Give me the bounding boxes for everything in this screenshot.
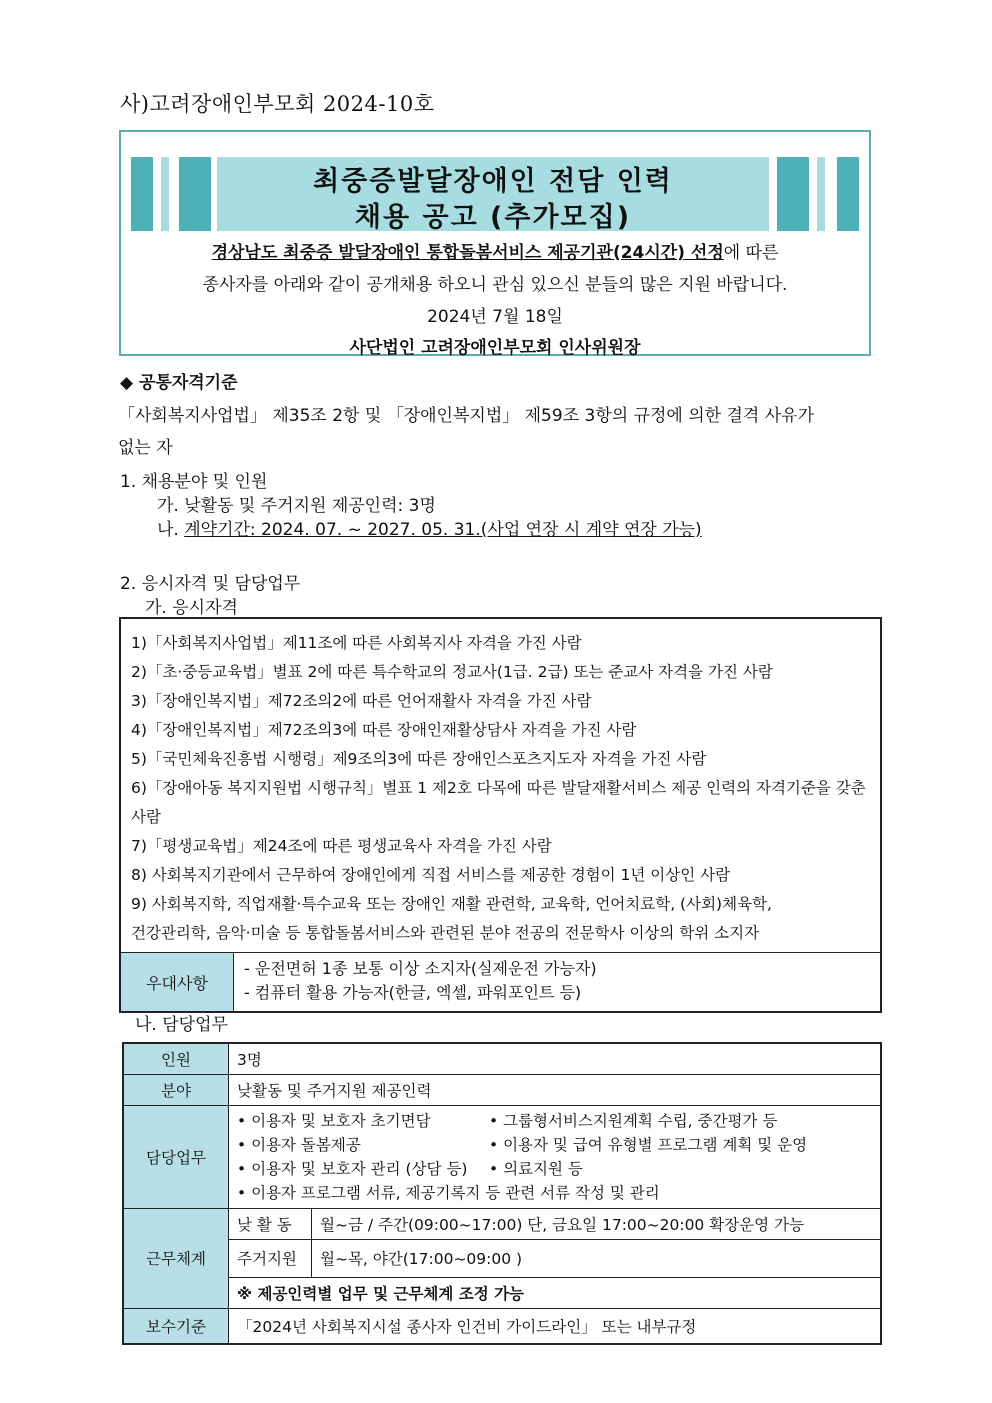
- residential-label: 주거지원: [229, 1239, 312, 1277]
- common-criteria-line-2: 없는 자: [118, 438, 173, 458]
- decor-band-left-outer: [131, 157, 153, 231]
- personnel-label: 인원: [123, 1043, 229, 1074]
- issuer: 사단법인 고려장애인부모회 인사위원장: [349, 338, 641, 358]
- qualification-list: [121, 619, 880, 953]
- preference-item: - 운전면허 1종 보통 이상 소지자(실제운전 가능자): [244, 959, 597, 978]
- qualification-item: 2)「초·중등교육법」별표 2에 따른 특수학교의 정교사(1급. 2급) 또는 준교사 자격을 가진 사람: [131, 663, 773, 681]
- section2-sub-a: 가. 응시자격: [145, 598, 238, 618]
- table-row: [123, 1277, 881, 1308]
- qualification-item: 3)「장애인복지법」제72조의2에 따른 언어재활사 자격을 가진 사람: [131, 692, 592, 710]
- duty-item: • 이용자 및 보호자 관리 (상담 등): [237, 1159, 468, 1178]
- table-row: [123, 1239, 881, 1277]
- work-note: ※ 제공인력별 업무 및 근무체계 조정 가능: [229, 1277, 882, 1308]
- intro-rest: 에 따른: [723, 243, 779, 263]
- announcement-date: 2024년 7월 18일: [427, 307, 563, 327]
- qualification-item: 6)「장애아동 복지지원법 시행규칙」별표 1 제2호 다목에 따른 발달재활서비스 제공 인력의 자격기준을 갖춘 사람: [131, 779, 866, 826]
- table-row: [123, 1043, 881, 1074]
- duty-table: [122, 1042, 882, 1345]
- duty-item: • 이용자 및 급여 유형별 프로그램 계획 및 운영: [489, 1135, 808, 1154]
- table-row: [123, 1074, 881, 1105]
- work-label: 근무체계: [123, 1208, 229, 1308]
- qualification-item: 7)「평생교육법」제24조에 따른 평생교육사 자격을 가진 사람: [131, 837, 552, 855]
- duty-line: [237, 1157, 872, 1181]
- duty-line: [237, 1109, 872, 1133]
- residential-value: 월~목, 야간(17:00~09:00 ): [312, 1239, 882, 1277]
- field-label: 분야: [123, 1074, 229, 1105]
- title-block: [217, 157, 769, 231]
- duties-cell: [229, 1105, 882, 1208]
- section1-item-a: 가. 낮활동 및 주거지원 제공인력: 3명: [157, 496, 436, 516]
- contract-period: 계약기간: 2024. 07. ~ 2027. 05. 31.(사업 연장 시 계약 연장 가능): [184, 520, 702, 540]
- title-line-2: 채용 공고 (추가모집): [354, 202, 632, 233]
- common-criteria-heading: ◆ 공통자격기준: [120, 373, 238, 393]
- duty-item: • 그룹형서비스지원계획 수립, 중간평가 등: [489, 1111, 778, 1130]
- intro-highlight: 경상남도 최중증 발달장애인 통합돌봄서비스 제공기관(24시간) 선정: [211, 243, 724, 263]
- duties-label: 담당업무: [123, 1105, 229, 1208]
- qualification-item: 8) 사회복지기관에서 근무하여 장애인에게 직접 서비스를 제공한 경험이 1년 이상인 사람: [131, 866, 731, 884]
- preference-items: [234, 953, 607, 1011]
- field-value: 낮활동 및 주거지원 제공인력: [229, 1074, 882, 1105]
- document-number: 사)고려장애인부모회 2024-10호: [120, 92, 435, 116]
- qualification-item: 4)「장애인복지법」제72조의3에 따른 장애인재활상담사 자격을 가진 사람: [131, 721, 637, 739]
- section1-item-b: [157, 515, 702, 540]
- table-row: [123, 1105, 881, 1208]
- decor-band-right-inner: [817, 157, 825, 231]
- preference-item: - 컴퓨터 활용 가능자(한글, 엑셀, 파워포인트 등): [244, 983, 582, 1002]
- section2-heading: 2. 응시자격 및 담당업무: [120, 574, 301, 594]
- qualification-item: 5)「국민체육진흥법 시행령」제9조의3에 따른 장애인스포츠지도자 자격을 가진 사람: [131, 750, 707, 768]
- qualification-item: 건강관리학, 음악·미술 등 통합돌봄서비스와 관련된 분야 전공의 전문학사 이상의 학위 소지자: [131, 924, 760, 942]
- duty-item: • 이용자 및 보호자 초기면담: [237, 1111, 431, 1130]
- preference-row: [121, 953, 880, 1011]
- title-line-1: 최중증발달장애인 전담 인력: [313, 166, 673, 197]
- section1-heading: 1. 채용분야 및 인원: [120, 472, 268, 492]
- duty-item: • 의료지원 등: [489, 1159, 583, 1178]
- personnel-value: 3명: [229, 1043, 882, 1074]
- duty-item: • 이용자 돌봄제공: [237, 1135, 361, 1154]
- announcement-header: [119, 130, 871, 356]
- intro-line-2: 종사자를 아래와 같이 공개채용 하오니 관심 있으신 분들의 많은 지원 바랍니다.: [202, 275, 788, 295]
- section2-sub-b: 나. 담당업무: [135, 1015, 228, 1035]
- section1-item-b-prefix: 나.: [157, 520, 185, 540]
- qualification-item: 1)「사회복지사업법」제11조에 따른 사회복지사 자격을 가진 사람: [131, 634, 582, 652]
- duty-item: • 이용자 프로그램 서류, 제공기록지 등 관련 서류 작성 및 관리: [237, 1183, 660, 1202]
- table-row: [123, 1308, 881, 1344]
- day-value: 월~금 / 주간(09:00~17:00) 단, 금요일 17:00~20:00 확장운영 가능: [312, 1208, 882, 1239]
- decor-band-left: [179, 157, 211, 231]
- decor-band-left-inner: [161, 157, 169, 231]
- pay-label: 보수기준: [123, 1308, 229, 1344]
- preference-label: 우대사항: [121, 953, 234, 1011]
- qualification-item: 9) 사회복지학, 직업재활·특수교육 또는 장애인 재활 관련학, 교육학, 언어치료학, (사회)체육학,: [131, 895, 772, 913]
- decor-band-right: [777, 157, 809, 231]
- common-criteria-line-1: 「사회복지사업법」 제35조 2항 및 「장애인복지법」 제59조 3항의 규정에 의한 결격 사유가: [118, 406, 815, 426]
- decor-band-right-outer: [837, 157, 859, 231]
- duty-line: [237, 1133, 872, 1157]
- qualifications-box: [119, 617, 882, 1013]
- day-label: 낮 활 동: [229, 1208, 312, 1239]
- pay-value: 「2024년 사회복지시설 종사자 인건비 가이드라인」 또는 내부규정: [229, 1308, 882, 1344]
- table-row: [123, 1208, 881, 1239]
- intro-line-1: [121, 238, 869, 263]
